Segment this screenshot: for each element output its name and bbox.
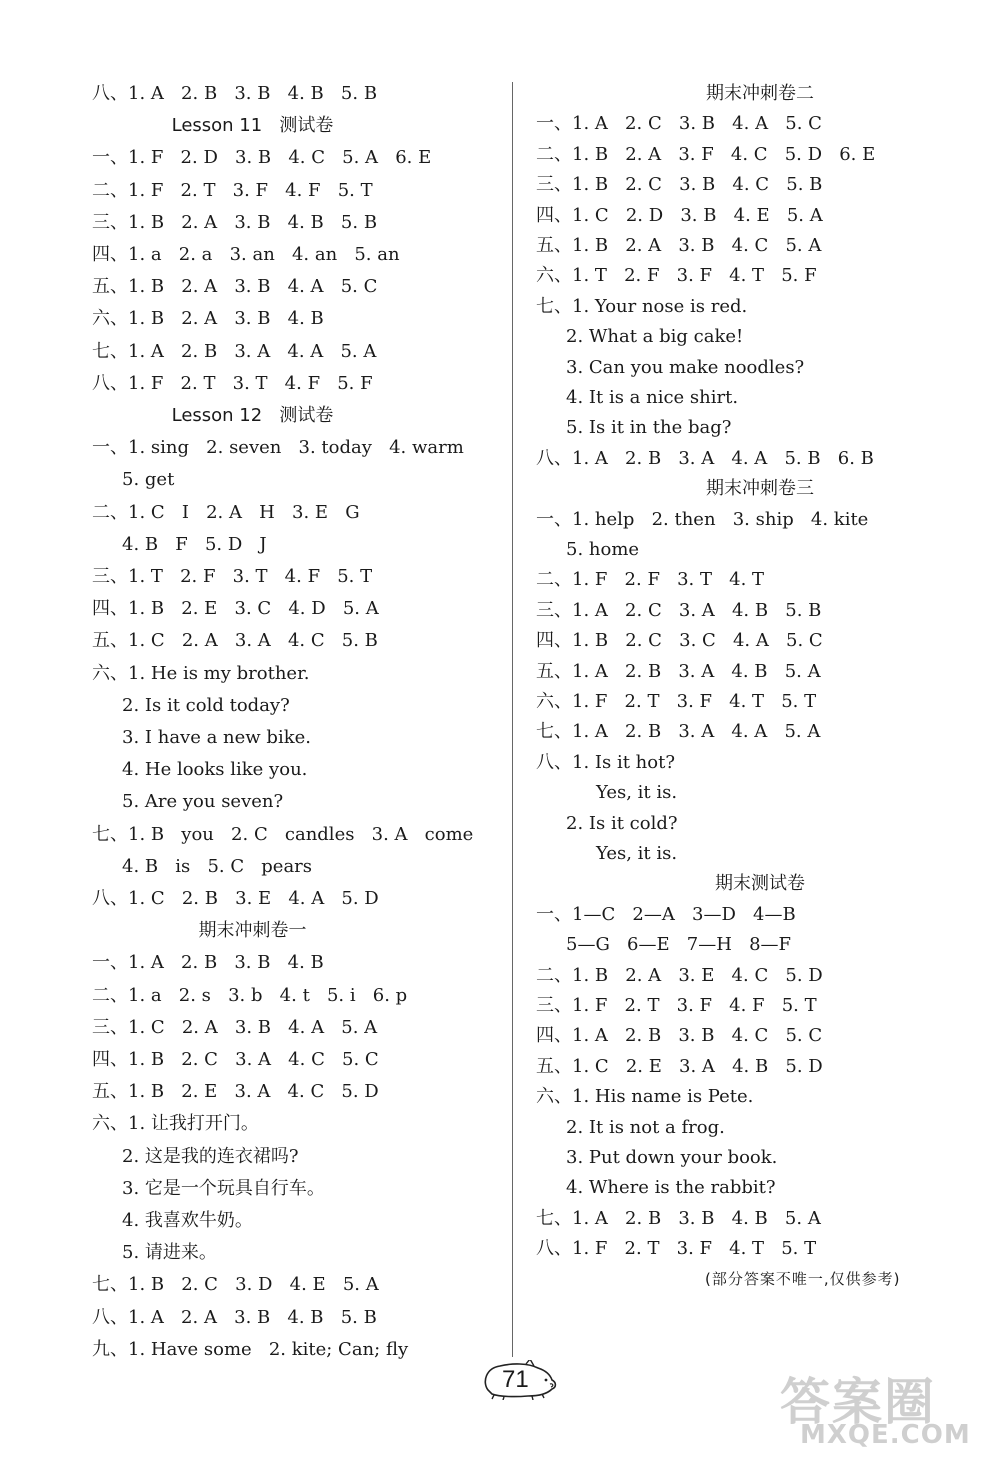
- answer-line: 四、1. B 2. C 3. C 4. A 5. C: [536, 630, 823, 652]
- answer-line: 2. What a big cake!: [566, 326, 744, 348]
- answer-line: 五、1. B 2. A 3. B 4. A 5. C: [92, 276, 378, 298]
- answer-line: 一、1. help 2. then 3. ship 4. kite: [536, 508, 869, 530]
- answer-line: 一、1—C 2—A 3—D 4—B: [536, 903, 796, 925]
- answer-line: 2. It is not a frog.: [566, 1116, 725, 1138]
- answer-line: 三、1. B 2. A 3. B 4. B 5. B: [92, 211, 378, 233]
- answer-line: 3. I have a new bike.: [122, 727, 311, 748]
- answer-line: 一、1. sing 2. seven 3. today 4. warm: [92, 437, 464, 459]
- answer-line: 一、1. A 2. B 3. B 4. B: [92, 952, 324, 974]
- answer-line: 三、1. T 2. F 3. T 4. F 5. T: [92, 566, 373, 587]
- answer-line: 八、1. Is it hot?: [536, 751, 675, 773]
- answer-line: 四、1. B 2. E 3. C 4. D 5. A: [92, 598, 379, 620]
- answer-line: 六、1. F 2. T 3. F 4. T 5. T: [536, 691, 817, 712]
- answer-line: 五、1. C 2. E 3. A 4. B 5. D: [536, 1055, 823, 1077]
- answer-line: 二、1. C I 2. A H 3. E G: [92, 501, 360, 523]
- answer-line: 五、1. A 2. B 3. A 4. B 5. A: [536, 660, 821, 682]
- answer-line: 四、1. A 2. B 3. B 4. C 5. C: [536, 1025, 823, 1047]
- answer-line: 二、1. a 2. s 3. b 4. t 5. i 6. p: [92, 984, 408, 1006]
- answer-line: 2. 这是我的连衣裙吗?: [122, 1145, 299, 1167]
- answer-line: 八、1. F 2. T 3. T 4. F 5. F: [92, 372, 373, 394]
- answer-line: 4. He looks like you.: [122, 759, 308, 781]
- page-number-badge: [480, 1360, 560, 1400]
- answer-line: 八、1. A 2. B 3. A 4. A 5. B 6. B: [536, 447, 874, 469]
- answer-line: 三、1. B 2. C 3. B 4. C 5. B: [536, 174, 823, 196]
- answer-line: 八、1. F 2. T 3. F 4. T 5. T: [536, 1238, 817, 1260]
- answer-line: 九、1. Have some 2. kite; Can; fly: [92, 1338, 409, 1360]
- section-heading: 期末冲刺卷二: [706, 83, 814, 104]
- answer-line: 五、1. C 2. A 3. A 4. C 5. B: [92, 630, 378, 652]
- answer-line: 2. Is it cold today?: [122, 694, 290, 716]
- answer-line: 四、1. a 2. a 3. an 4. an 5. an: [92, 244, 400, 265]
- answer-line: 5—G 6—E 7—H 8—F: [566, 934, 792, 956]
- answer-line: 四、1. B 2. C 3. A 4. C 5. C: [92, 1049, 379, 1070]
- answer-line: 三、1. A 2. C 3. A 4. B 5. B: [536, 599, 822, 621]
- answer-line: 五、1. B 2. A 3. B 4. C 5. A: [536, 235, 822, 256]
- answer-line: 四、1. C 2. D 3. B 4. E 5. A: [536, 204, 823, 226]
- answer-line: 二、1. B 2. A 3. E 4. C 5. D: [536, 964, 823, 986]
- answer-line: 5. 请进来。: [122, 1242, 217, 1264]
- answer-line: 八、1. C 2. B 3. E 4. A 5. D: [92, 888, 379, 909]
- answer-line: 二、1. F 2. T 3. F 4. F 5. T: [92, 179, 373, 201]
- answer-line: 六、1. 让我打开门。: [92, 1113, 259, 1135]
- answer-line: 六、1. T 2. F 3. F 4. T 5. F: [536, 265, 817, 287]
- answer-line: 4. B is 5. C pears: [122, 855, 313, 877]
- answer-line: 4. Where is the rabbit?: [566, 1177, 776, 1199]
- answer-line: 八、1. A 2. B 3. B 4. B 5. B: [92, 83, 378, 104]
- answer-line: 4. 我喜欢牛奶。: [122, 1210, 253, 1231]
- answer-line: 二、1. F 2. F 3. T 4. T: [536, 569, 765, 591]
- answer-line: 七、1. B 2. C 3. D 4. E 5. A: [92, 1274, 379, 1296]
- answer-line: 3. 它是一个玩具自行车。: [122, 1177, 325, 1199]
- answer-line: 五、1. B 2. E 3. A 4. C 5. D: [92, 1081, 379, 1103]
- column-divider: [512, 82, 513, 1357]
- watermark-brand: 答案圈: [780, 1373, 936, 1431]
- answer-line: 六、1. B 2. A 3. B 4. B: [92, 308, 324, 330]
- answer-line: 5. Are you seven?: [122, 791, 284, 813]
- answer-line: 一、1. F 2. D 3. B 4. C 5. A 6. E: [92, 147, 432, 169]
- answer-line: 六、1. His name is Pete.: [536, 1086, 754, 1108]
- answer-line: 2. Is it cold?: [566, 812, 678, 834]
- section-heading: 期末冲刺卷一: [198, 920, 307, 942]
- answer-line: 七、1. A 2. B 3. B 4. B 5. A: [536, 1207, 821, 1229]
- answer-line: 二、1. B 2. A 3. F 4. C 5. D 6. E: [536, 143, 876, 165]
- answer-line: 5. home: [566, 539, 640, 560]
- section-heading: Lesson 12 测试卷: [171, 405, 334, 426]
- answer-line: 六、1. He is my brother.: [92, 662, 310, 684]
- answer-line: 七、1. A 2. B 3. A 4. A 5. A: [92, 340, 377, 362]
- answer-line: 七、1. Your nose is red.: [536, 295, 748, 317]
- answer-line: Yes, it is.: [596, 782, 678, 804]
- answer-line: 七、1. A 2. B 3. A 4. A 5. A: [536, 721, 821, 743]
- answer-line: 3. Can you make noodles?: [566, 356, 805, 378]
- answer-line: 一、1. A 2. C 3. B 4. A 5. C: [536, 113, 822, 135]
- answer-line: Yes, it is.: [596, 843, 678, 864]
- section-heading: 期末冲刺卷三: [706, 478, 814, 500]
- answer-note: (部分答案不唯一,仅供参考): [705, 1270, 901, 1288]
- answer-line: 3. Put down your book.: [566, 1147, 778, 1168]
- section-heading: Lesson 11 测试卷: [171, 115, 334, 137]
- answer-line: 4. B F 5. D J: [122, 533, 267, 555]
- answer-line: 三、1. C 2. A 3. B 4. A 5. A: [92, 1016, 378, 1038]
- section-heading: 期末测试卷: [715, 873, 805, 895]
- answer-line: 5. Is it in the bag?: [566, 417, 732, 439]
- answer-line: 5. get: [122, 469, 175, 491]
- page-number: 71: [502, 1366, 529, 1393]
- answer-line: 八、1. A 2. A 3. B 4. B 5. B: [92, 1306, 377, 1328]
- answer-line: 4. It is a nice shirt.: [566, 387, 739, 408]
- watermark-site: MXQE.COM: [800, 1420, 971, 1450]
- watermark-logo: [780, 1362, 990, 1457]
- answer-line: 七、1. B you 2. C candles 3. A come: [92, 823, 474, 845]
- answer-line: 三、1. F 2. T 3. F 4. F 5. T: [536, 995, 817, 1016]
